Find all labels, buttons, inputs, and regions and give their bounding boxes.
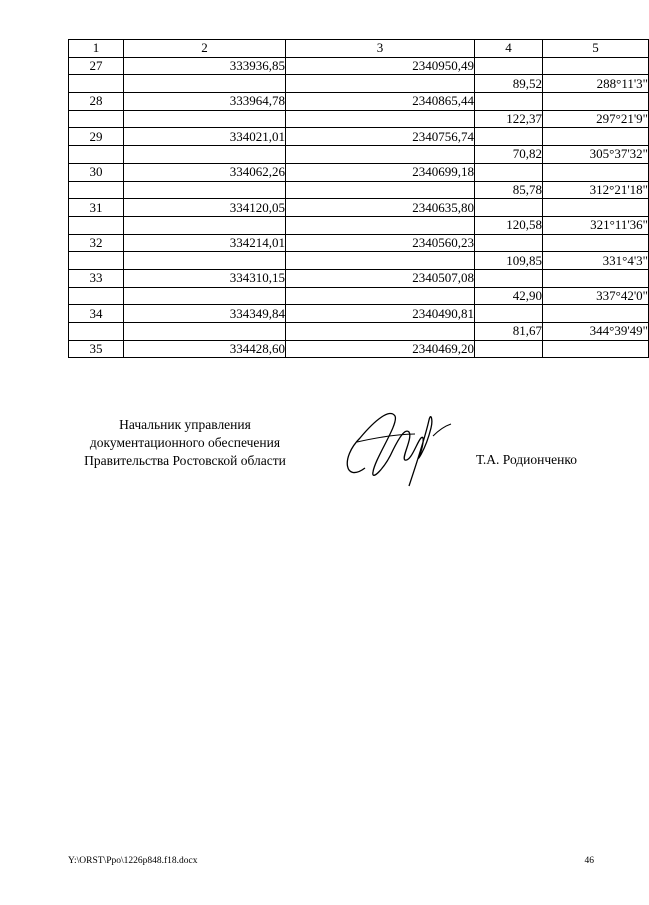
cell-bearing: 297°21'9" [543,110,649,128]
cell-coord-y [286,252,475,270]
signatory-title-line-1: Начальник управления [119,417,251,432]
cell-point-number: 29 [69,128,124,146]
cell-coord-y: 2340469,20 [286,340,475,358]
cell-distance [475,128,543,146]
cell-point-number: 32 [69,234,124,252]
cell-distance [475,163,543,181]
footer-file-path: Y:\ORST\Ppo\1226p848.f18.docx [68,856,198,866]
table-row [69,57,649,75]
cell-point-number [69,146,124,164]
signatory-name: Т.А. Родионченко [476,452,577,467]
cell-coord-x: 334062,26 [124,163,286,181]
cell-point-number [69,181,124,199]
cell-bearing: 305°37'32" [543,146,649,164]
cell-distance [475,93,543,111]
cell-coord-y [286,216,475,234]
cell-distance: 120,58 [475,216,543,234]
table-row [69,199,649,217]
cell-coord-x [124,287,286,305]
cell-point-number: 34 [69,305,124,323]
signatory-title [60,416,310,470]
cell-bearing: 321°11'36" [543,216,649,234]
cell-point-number [69,110,124,128]
cell-coord-x: 333964,78 [124,93,286,111]
cell-bearing: 344°39'49" [543,323,649,341]
cell-distance: 42,90 [475,287,543,305]
cell-bearing [543,93,649,111]
table-row [69,323,649,341]
cell-point-number: 31 [69,199,124,217]
table-row [69,146,649,164]
cell-coord-x: 334349,84 [124,305,286,323]
cell-coord-x [124,75,286,93]
cell-coord-x: 333936,85 [124,57,286,75]
table-row [69,75,649,93]
cell-point-number [69,75,124,93]
cell-coord-y [286,146,475,164]
cell-coord-y [286,287,475,305]
cell-bearing: 288°11'3" [543,75,649,93]
table-row [69,287,649,305]
coordinates-table [68,39,649,358]
cell-point-number: 28 [69,93,124,111]
table-row [69,269,649,287]
cell-distance [475,57,543,75]
cell-point-number [69,216,124,234]
signatory-title-line-2: документационного обеспечения [89,435,281,450]
cell-distance: 89,52 [475,75,543,93]
cell-coord-y: 2340507,08 [286,269,475,287]
cell-distance: 85,78 [475,181,543,199]
cell-bearing [543,163,649,181]
cell-distance [475,234,543,252]
cell-bearing [543,269,649,287]
cell-point-number [69,323,124,341]
cell-coord-y: 2340560,23 [286,234,475,252]
signatory-title-line-3: Правительства Ростовской области [84,453,286,468]
cell-distance: 81,67 [475,323,543,341]
cell-coord-y [286,75,475,93]
cell-bearing: 331°4'3" [543,252,649,270]
cell-distance [475,305,543,323]
cell-coord-y [286,181,475,199]
cell-coord-x [124,252,286,270]
cell-coord-y [286,110,475,128]
cell-coord-x: 334120,05 [124,199,286,217]
table-row [69,110,649,128]
cell-coord-x [124,181,286,199]
cell-distance [475,199,543,217]
handwritten-signature [335,398,455,488]
table-row [69,252,649,270]
header-col-2: 2 [124,40,286,58]
cell-coord-x [124,146,286,164]
header-col-3: 3 [286,40,475,58]
cell-coord-y: 2340490,81 [286,305,475,323]
table-body [69,57,649,358]
cell-coord-y: 2340865,44 [286,93,475,111]
cell-coord-x: 334310,15 [124,269,286,287]
cell-coord-x: 334021,01 [124,128,286,146]
cell-coord-x [124,216,286,234]
cell-coord-y: 2340635,80 [286,199,475,217]
cell-bearing [543,57,649,75]
cell-point-number: 35 [69,340,124,358]
cell-distance: 109,85 [475,252,543,270]
cell-coord-y: 2340756,74 [286,128,475,146]
cell-point-number [69,252,124,270]
cell-distance: 70,82 [475,146,543,164]
cell-coord-x: 334428,60 [124,340,286,358]
cell-coord-x [124,110,286,128]
cell-bearing [543,305,649,323]
table-row [69,305,649,323]
cell-bearing [543,128,649,146]
table-row [69,93,649,111]
footer-page-number: 46 [584,856,594,866]
cell-bearing: 312°21'18" [543,181,649,199]
cell-distance [475,340,543,358]
cell-coord-y [286,323,475,341]
header-col-4: 4 [475,40,543,58]
cell-coord-y: 2340699,18 [286,163,475,181]
cell-bearing: 337°42'0" [543,287,649,305]
cell-point-number [69,287,124,305]
cell-point-number: 33 [69,269,124,287]
table-row [69,181,649,199]
cell-distance [475,269,543,287]
table-row [69,340,649,358]
cell-bearing [543,340,649,358]
cell-coord-x: 334214,01 [124,234,286,252]
cell-distance: 122,37 [475,110,543,128]
cell-coord-y: 2340950,49 [286,57,475,75]
cell-bearing [543,234,649,252]
header-col-1: 1 [69,40,124,58]
header-col-5: 5 [543,40,649,58]
cell-bearing [543,199,649,217]
table-row [69,216,649,234]
cell-point-number: 27 [69,57,124,75]
table-row [69,163,649,181]
table-row [69,234,649,252]
cell-point-number: 30 [69,163,124,181]
table-row [69,128,649,146]
cell-coord-x [124,323,286,341]
table-header-row [69,40,649,58]
